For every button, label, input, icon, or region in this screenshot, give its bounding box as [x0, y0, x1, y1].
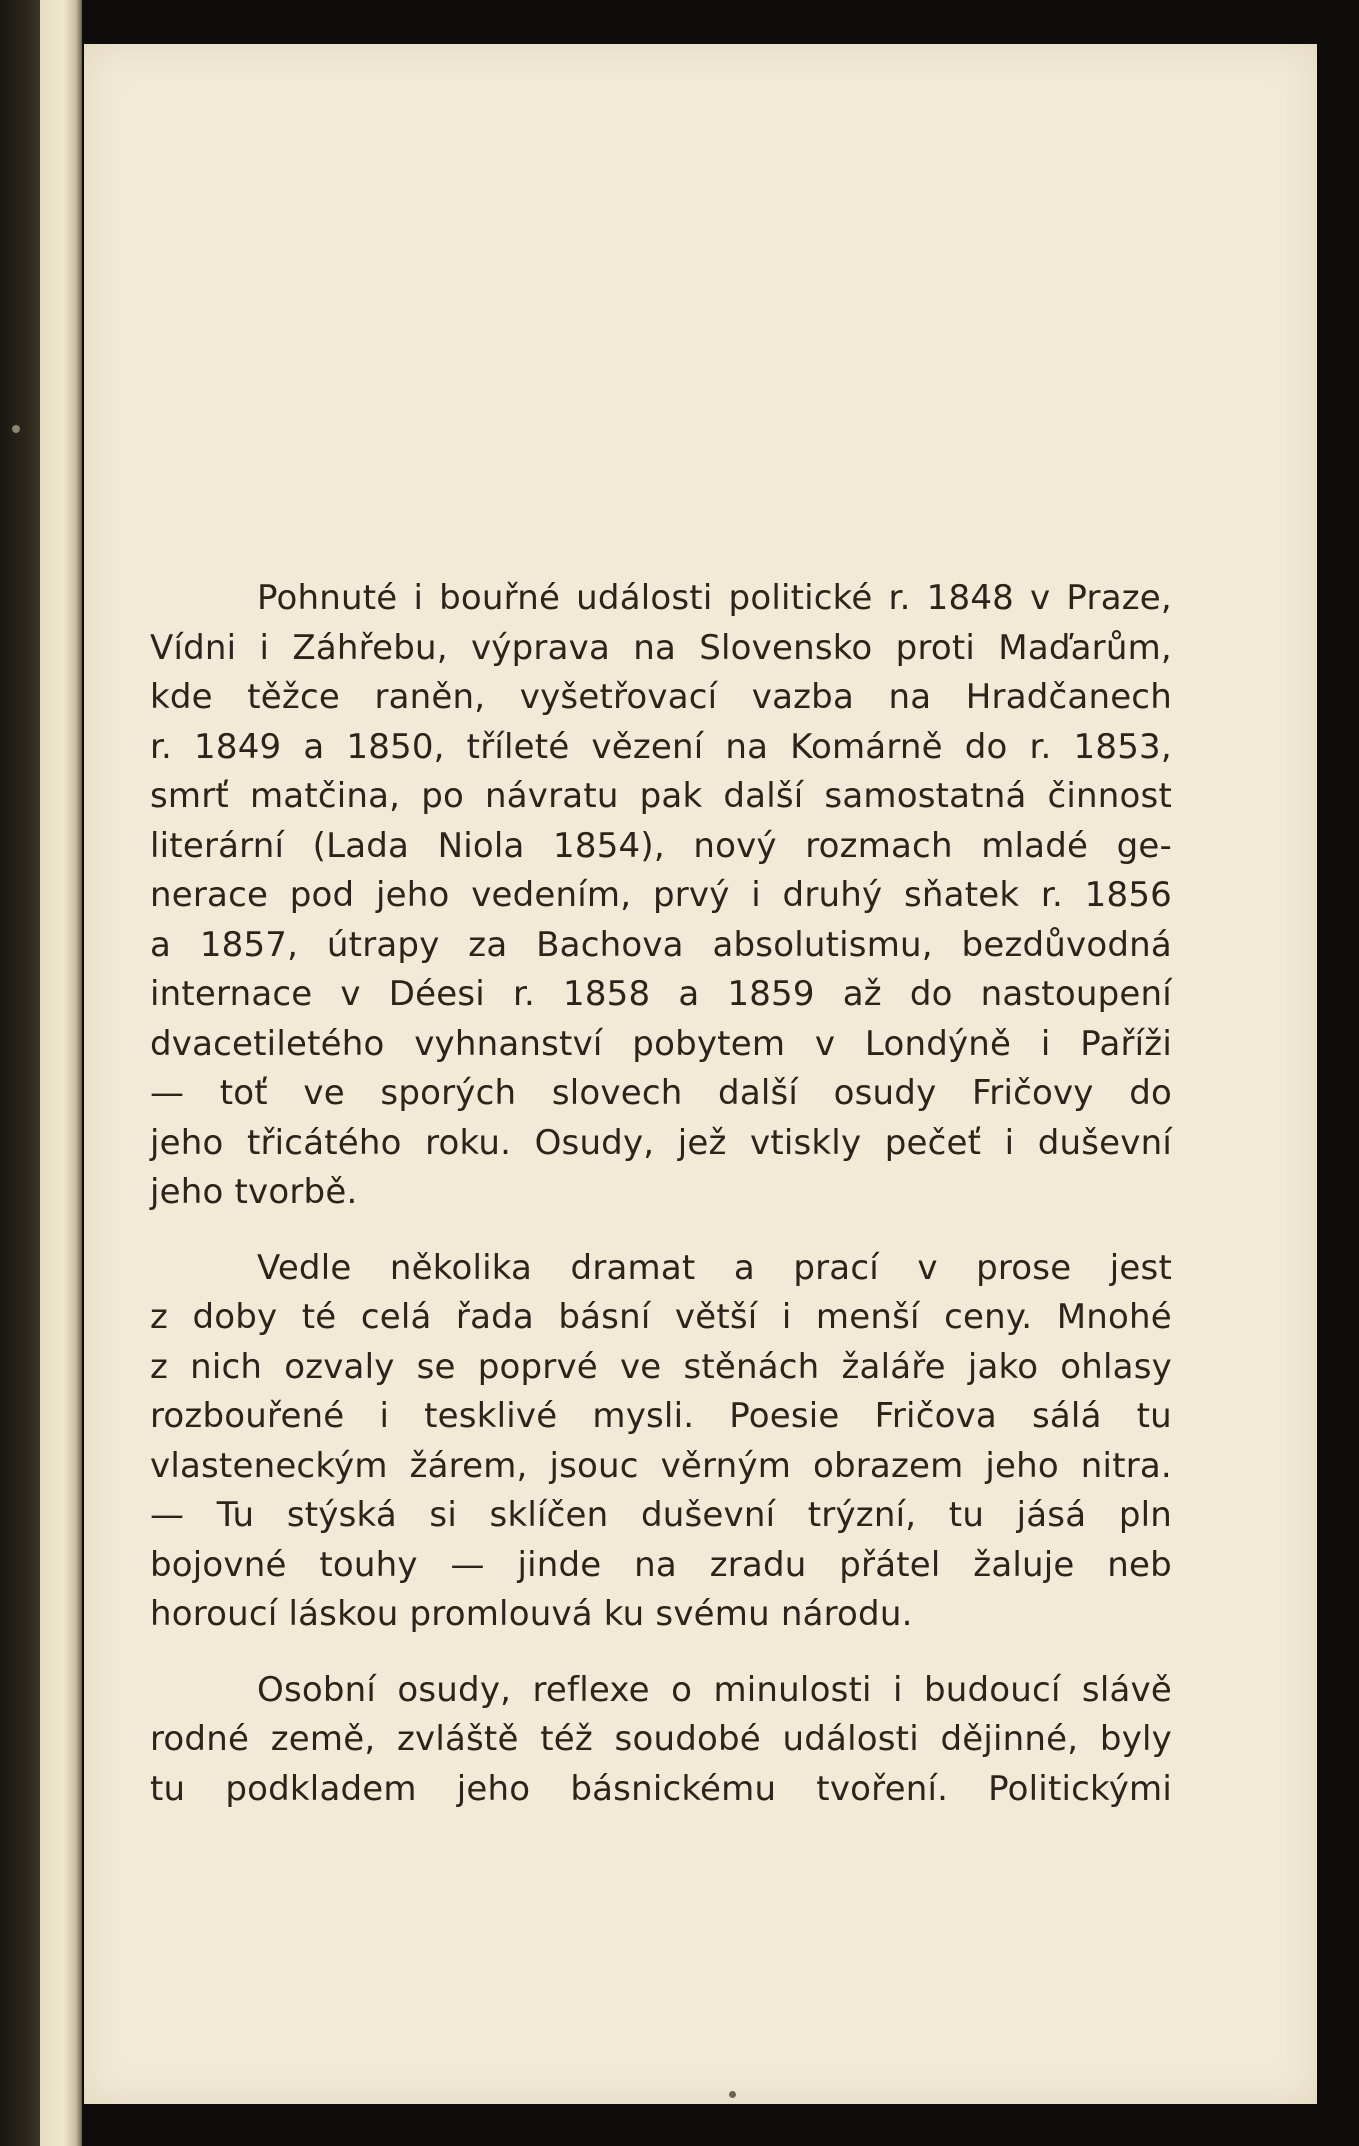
word: nerace: [150, 875, 269, 915]
word: jež: [677, 1122, 727, 1163]
word: osudy: [833, 1073, 937, 1113]
book-page: [84, 44, 1317, 2104]
word: ve: [303, 1073, 345, 1113]
text-line: [150, 673, 1172, 723]
word: do: [909, 974, 953, 1014]
word: události: [576, 578, 713, 618]
paragraph-2: [150, 1244, 1172, 1640]
book-gutter: [0, 0, 40, 2146]
text-line: [150, 574, 1172, 624]
text-line: [150, 1765, 1172, 1815]
word: vazba: [751, 677, 855, 717]
word: rozbouřené: [150, 1396, 345, 1436]
word: Londýně: [864, 1023, 1012, 1064]
word: bouřné: [439, 578, 561, 618]
word: tu: [948, 1495, 985, 1535]
word: žaluje: [973, 1544, 1075, 1585]
word: v: [917, 1247, 938, 1288]
word: z: [150, 1297, 169, 1337]
word: návratu: [485, 776, 619, 816]
word: jest: [1109, 1247, 1172, 1288]
word: trýzní,: [807, 1495, 917, 1535]
word: r.: [150, 726, 173, 767]
word: —: [150, 1073, 185, 1113]
word: ge-: [1116, 825, 1172, 866]
word: si: [429, 1495, 457, 1535]
word: (Lada: [312, 825, 410, 866]
word: Pohnuté: [257, 578, 398, 618]
word: dramat: [570, 1247, 696, 1288]
word: vyšetřovací: [519, 677, 718, 717]
word: a: [678, 974, 700, 1014]
word: básnickému: [570, 1768, 777, 1809]
word: i: [781, 1297, 792, 1337]
word: duševní: [1037, 1122, 1172, 1163]
word: Niola: [437, 825, 525, 866]
word: vtiskly: [750, 1122, 862, 1163]
word: tvoření.: [816, 1768, 949, 1809]
word: 1850,: [346, 726, 445, 767]
word: Déesi: [388, 974, 485, 1014]
word: rozmach: [805, 825, 953, 866]
word: další: [723, 776, 804, 816]
word: ohlasy: [1060, 1346, 1172, 1387]
word: 1856: [1084, 875, 1172, 915]
word: pod: [289, 875, 355, 915]
word: touhy: [319, 1544, 418, 1585]
word: prací: [793, 1247, 879, 1288]
word: výprava: [470, 627, 610, 668]
text-line: [150, 772, 1172, 822]
word: Osobní: [257, 1669, 377, 1710]
word: nastoupení: [980, 974, 1172, 1014]
word: Slovensko: [699, 627, 873, 668]
word: prose: [976, 1247, 1072, 1288]
text-line: [150, 1069, 1172, 1119]
word: Maďarům,: [998, 627, 1172, 668]
word: na: [634, 1544, 677, 1585]
word: 1853,: [1073, 726, 1172, 767]
facing-page-edge: [40, 0, 82, 2146]
word: stýská: [286, 1495, 397, 1535]
line-text: jeho tvorbě.: [150, 1172, 358, 1212]
word: přátel: [839, 1544, 941, 1585]
paragraph-1: [150, 574, 1172, 1218]
text-line: [150, 921, 1172, 971]
word: 1848: [926, 578, 1014, 618]
word: Komárně: [790, 726, 943, 767]
text-line: [150, 1168, 1172, 1218]
text-line: [150, 624, 1172, 674]
dust-speck: [729, 2091, 736, 2098]
word: bojovné: [150, 1544, 287, 1585]
word: v: [814, 1023, 836, 1064]
word: těžce: [247, 677, 340, 717]
word: na: [633, 627, 676, 668]
word: bezdůvodná: [961, 924, 1172, 965]
word: obrazem: [812, 1445, 964, 1486]
text-line: [150, 1491, 1172, 1541]
word: podkladem: [225, 1768, 417, 1809]
word: Mnohé: [1056, 1297, 1172, 1337]
word: reflexe: [532, 1669, 650, 1710]
word: za: [468, 924, 508, 965]
text-line: [150, 970, 1172, 1020]
word: i: [751, 875, 761, 915]
word: kde: [150, 677, 213, 717]
word: až: [842, 974, 882, 1014]
word: Vedle: [257, 1247, 352, 1288]
text-line: [150, 1244, 1172, 1294]
word: Praze,: [1066, 578, 1172, 618]
word: toť: [219, 1073, 268, 1113]
word: 1859: [727, 974, 815, 1014]
word: —: [150, 1495, 185, 1535]
word: a: [733, 1247, 755, 1288]
word: r.: [512, 974, 536, 1014]
word: 1857,: [199, 924, 299, 965]
word: stěnách: [683, 1346, 820, 1387]
word: Fričovy: [971, 1073, 1094, 1113]
word: Hradčanech: [965, 677, 1172, 717]
word: jsouc: [549, 1445, 639, 1486]
word: věrným: [660, 1445, 792, 1486]
word: v: [1030, 578, 1051, 618]
word: doby: [192, 1297, 278, 1337]
word: 1858: [563, 974, 651, 1014]
word: jeho: [376, 875, 450, 915]
word: činnost: [1047, 776, 1172, 816]
word: rodné: [150, 1719, 250, 1759]
word: ozvaly: [284, 1346, 395, 1387]
word: se: [416, 1346, 456, 1387]
word: jinde: [517, 1544, 602, 1585]
word: žaláře: [841, 1346, 946, 1387]
word: jásá: [1016, 1495, 1087, 1535]
word: větší: [674, 1297, 758, 1337]
word: mladé: [981, 825, 1089, 866]
word: básní: [558, 1297, 651, 1337]
word: z: [150, 1346, 169, 1387]
word: druhý: [782, 875, 883, 915]
word: vedením,: [471, 875, 632, 915]
word: tu: [150, 1768, 186, 1809]
word: —: [450, 1544, 485, 1585]
word: i: [259, 627, 270, 668]
word: jeho: [150, 1122, 224, 1163]
word: jeho: [985, 1445, 1059, 1486]
word: o: [671, 1669, 693, 1710]
word: 1854),: [553, 825, 665, 866]
word: sporých: [380, 1073, 517, 1113]
word: budoucí: [923, 1669, 1061, 1710]
word: politické: [728, 578, 873, 618]
word: jeho: [456, 1768, 531, 1809]
word: nitra.: [1080, 1445, 1172, 1486]
word: soudobé: [614, 1719, 761, 1759]
word: Osudy,: [534, 1122, 655, 1163]
word: pln: [1118, 1495, 1172, 1535]
word: pak: [639, 776, 703, 816]
word: byly: [1099, 1719, 1172, 1759]
word: duševní: [640, 1495, 776, 1535]
word: a: [303, 726, 325, 767]
word: zradu: [709, 1544, 807, 1585]
word: menší: [815, 1297, 920, 1337]
word: celá: [360, 1297, 432, 1337]
text-line: [150, 1715, 1172, 1765]
word: neb: [1107, 1544, 1172, 1585]
text-line: [150, 1119, 1172, 1169]
word: sálá: [1031, 1396, 1102, 1436]
text-line: [150, 1020, 1172, 1070]
word: dějinné,: [940, 1719, 1079, 1759]
word: literární: [150, 825, 285, 866]
word: ve: [619, 1346, 662, 1387]
word: i: [1040, 1023, 1051, 1064]
word: ceny.: [944, 1297, 1033, 1337]
word: v: [340, 974, 361, 1014]
word: též: [540, 1719, 593, 1759]
word: do: [964, 726, 1008, 767]
text-line: [150, 1293, 1172, 1343]
word: absolutismu,: [712, 924, 933, 965]
word: r.: [1040, 875, 1063, 915]
word: řada: [455, 1297, 534, 1337]
word: tesklivé: [424, 1396, 558, 1436]
word: Vídni: [150, 627, 237, 668]
word: po: [421, 776, 464, 816]
body-text: [150, 574, 1172, 1814]
text-line: [150, 1541, 1172, 1591]
word: poprvé: [477, 1346, 598, 1387]
text-line: [150, 1590, 1172, 1640]
word: r.: [888, 578, 911, 618]
word: internace: [150, 974, 313, 1014]
word: sňatek: [904, 875, 1020, 915]
word: tu: [1136, 1396, 1172, 1436]
text-line: [150, 1442, 1172, 1492]
word: Paříži: [1080, 1023, 1172, 1064]
word: nich: [190, 1346, 263, 1387]
dust-speck: [12, 425, 20, 433]
word: pečeť: [884, 1122, 982, 1163]
word: žárem,: [409, 1445, 528, 1486]
word: i: [893, 1669, 903, 1710]
word: i: [379, 1396, 390, 1436]
word: několika: [389, 1247, 533, 1288]
word: a: [150, 924, 172, 965]
word: slovech: [551, 1073, 683, 1113]
text-line: [150, 1343, 1172, 1393]
word: útrapy: [326, 924, 440, 965]
word: samostatná: [824, 776, 1027, 816]
word: vyhnanství: [414, 1023, 603, 1064]
word: osudy,: [397, 1669, 512, 1710]
text-line: [150, 1392, 1172, 1442]
word: i: [1004, 1122, 1015, 1163]
word: Politickými: [988, 1768, 1172, 1809]
line-text: horoucí láskou promlouvá ku svému národu.: [150, 1594, 913, 1634]
word: Tu: [216, 1495, 255, 1535]
word: další: [718, 1073, 799, 1113]
word: r.: [1029, 726, 1052, 767]
word: Poesie: [729, 1396, 840, 1436]
word: vlasteneckým: [150, 1445, 388, 1486]
text-line: [150, 871, 1172, 921]
word: země,: [270, 1719, 376, 1759]
word: na: [725, 726, 769, 767]
word: tříleté: [466, 726, 570, 767]
word: Bachova: [536, 924, 684, 965]
word: Záhřebu,: [292, 627, 448, 668]
word: slávě: [1081, 1669, 1172, 1710]
word: proti: [895, 627, 976, 668]
word: 1849: [194, 726, 282, 767]
word: nový: [693, 825, 777, 866]
word: Fričova: [874, 1396, 997, 1436]
word: do: [1129, 1073, 1172, 1113]
word: vězení: [591, 726, 704, 767]
word: na: [888, 677, 932, 717]
word: pobytem: [632, 1023, 786, 1064]
word: třicátého: [246, 1122, 402, 1163]
word: události: [782, 1719, 919, 1759]
word: mysli.: [592, 1396, 695, 1436]
text-line: [150, 1666, 1172, 1716]
text-line: [150, 723, 1172, 773]
word: minulosti: [713, 1669, 872, 1710]
word: raněn,: [374, 677, 486, 717]
word: dvacetiletého: [150, 1023, 385, 1064]
paragraph-3: [150, 1666, 1172, 1815]
word: zvláště: [396, 1719, 519, 1759]
word: i: [413, 578, 424, 618]
word: roku.: [425, 1122, 512, 1163]
word: smrť: [150, 776, 229, 816]
text-line: [150, 822, 1172, 872]
word: jako: [967, 1346, 1039, 1387]
word: sklíčen: [489, 1495, 609, 1535]
word: prvý: [652, 875, 730, 915]
word: matčina,: [249, 776, 401, 816]
word: té: [301, 1297, 337, 1337]
